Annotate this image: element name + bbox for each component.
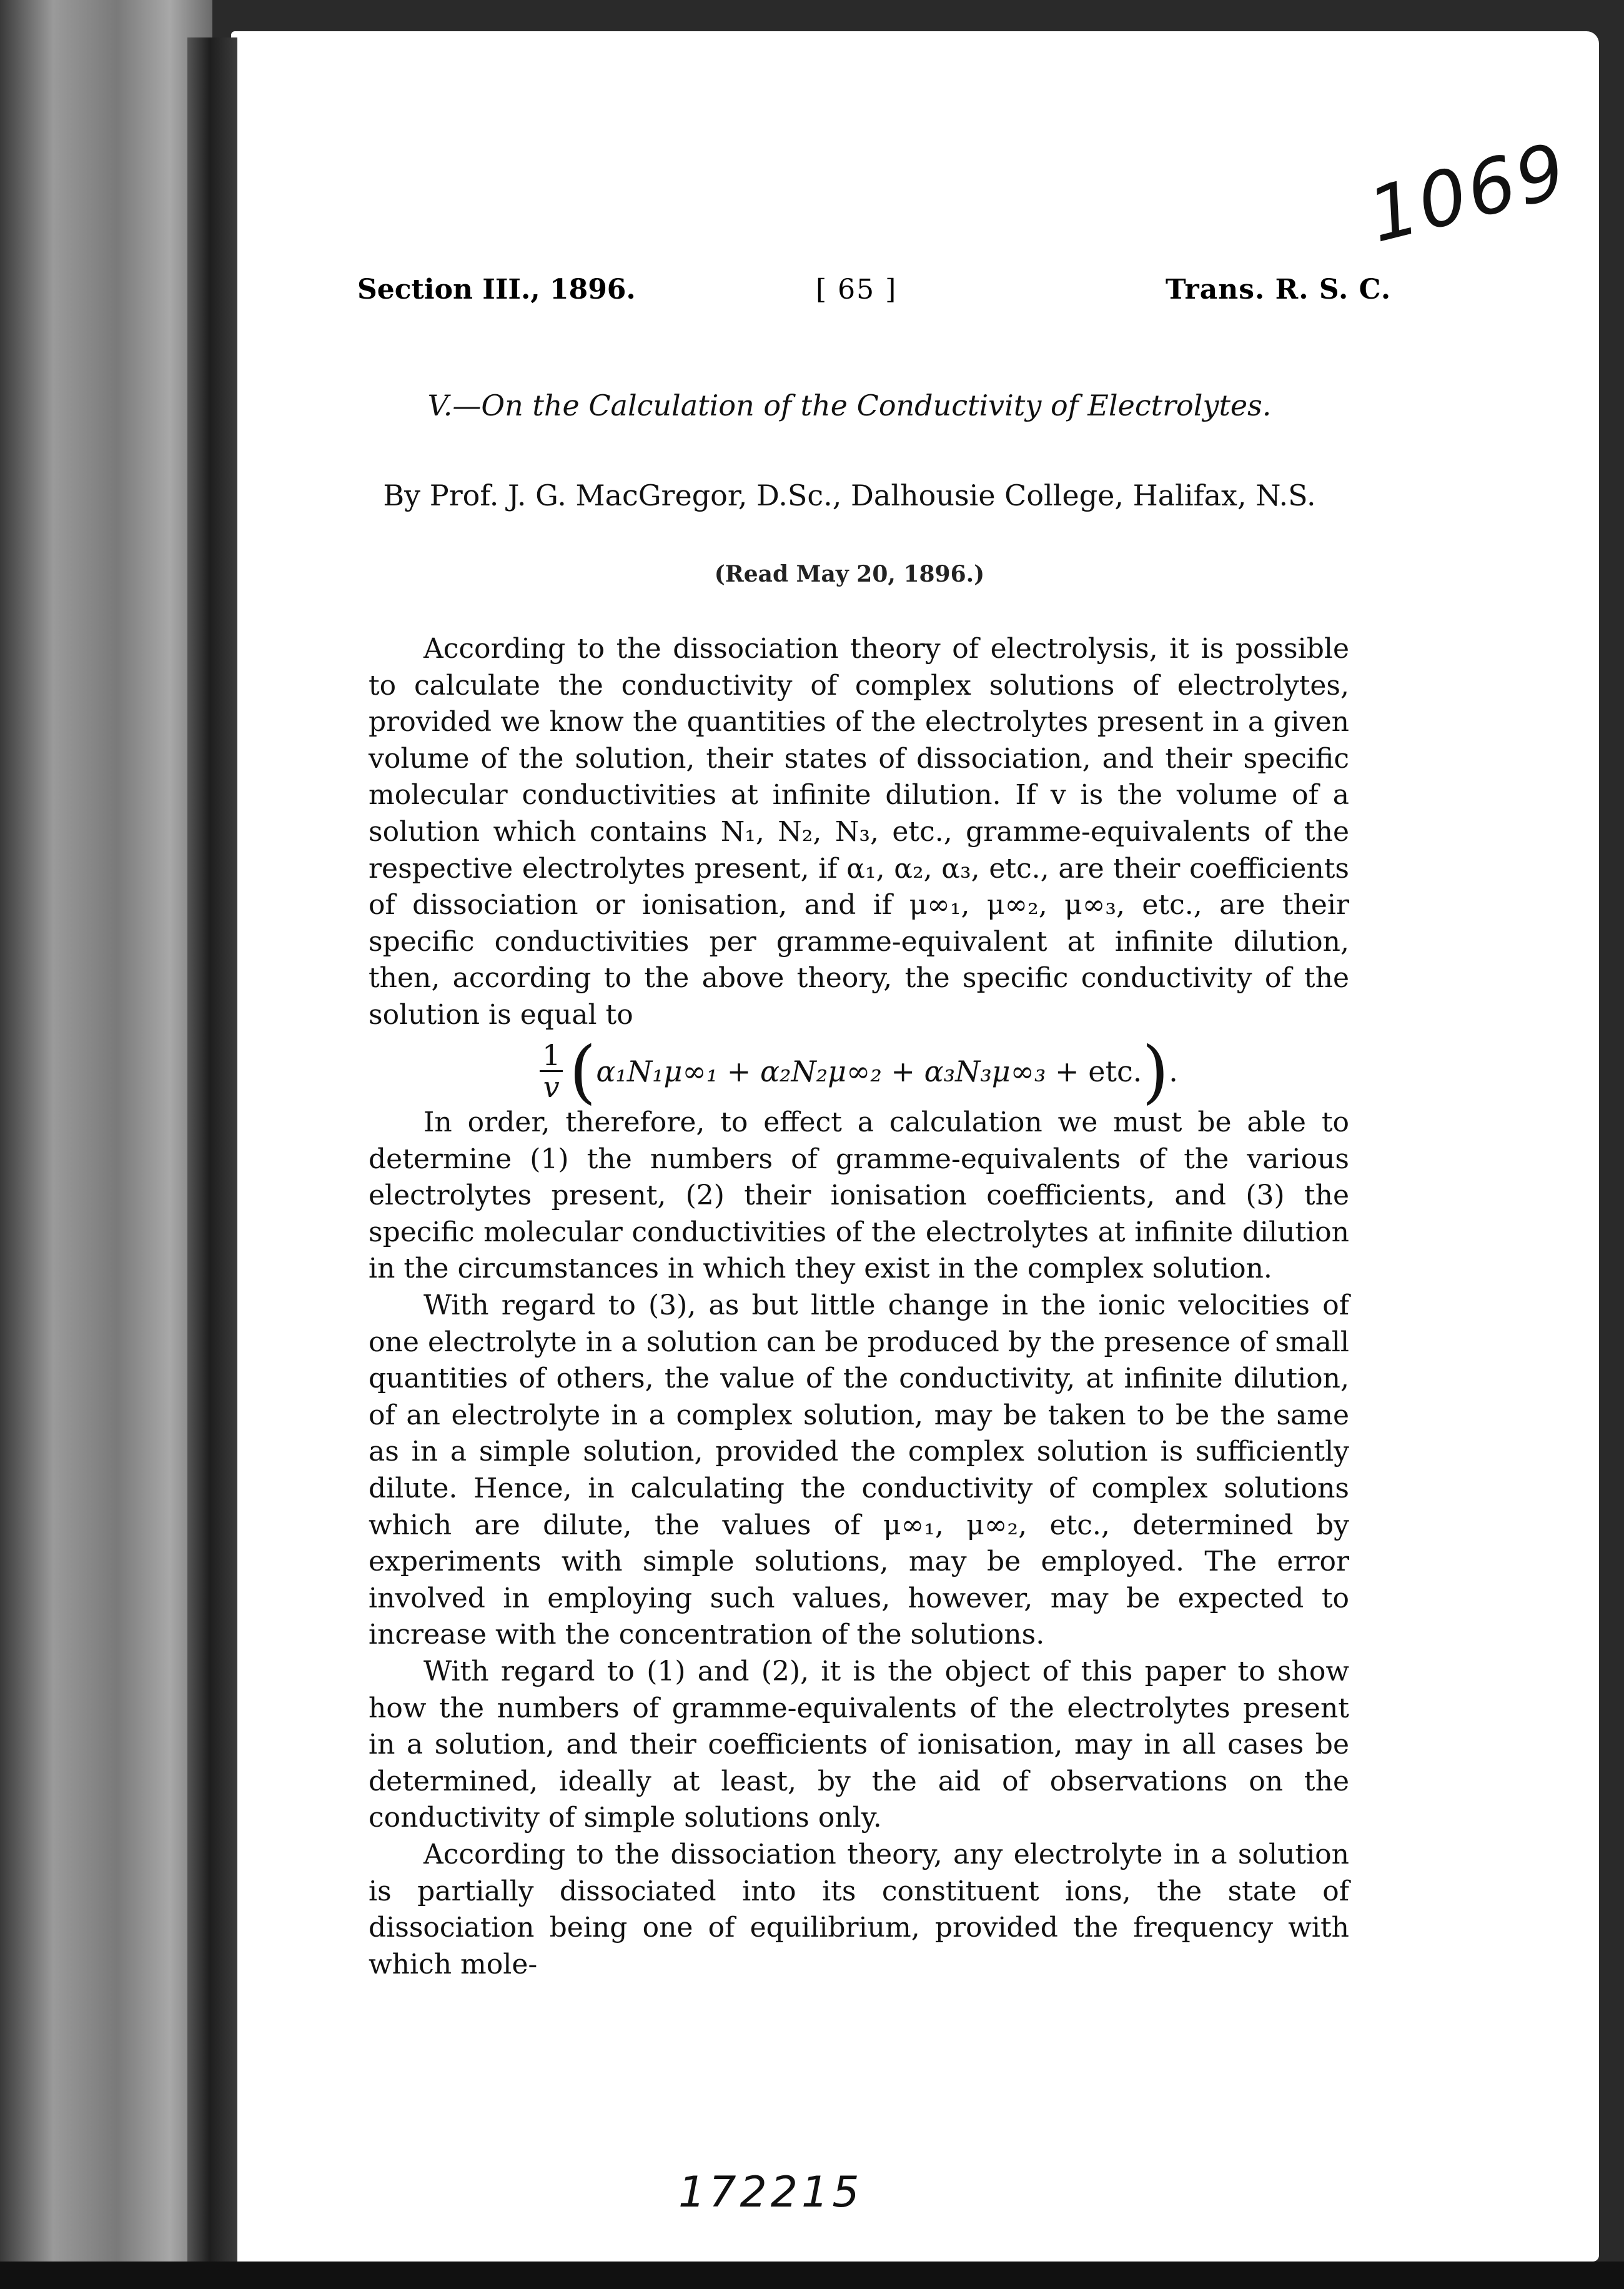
formula-etc: etc.	[1088, 1054, 1142, 1088]
paragraph-5: According to the dissociation theory, any electrolyte in a solution is partially dissociated into its constituent ions, the state of dissociation being one of equilibrium, provided the frequency with which mole-	[369, 1838, 1349, 1980]
conductivity-formula	[369, 1031, 1349, 1111]
read-date: (Read May 20, 1896.)	[714, 561, 985, 587]
paragraph-1: According to the dissociation theory of electrolysis, it is possible to calculate the conductivity of complex solutions of electrolytes, provided we know the quantities of the electrolytes present in a given volume of the solution, their states of dissociation, and their specific molecular conductivities at infinite dilution. If v is the volume of a solution which contains N₁, N₂, N₃, etc., gramme-equivalents of the respective electrolytes present, if α₁, α₂, α₃, etc., are their coefficients of dissociation or ionisation, and if μ∞₁, μ∞₂, μ∞₃, etc., are their specific conductivities per gramme-equivalent at infinite dilution, then, according to the above theory, the specific conductivity of the solution is equal to	[369, 633, 1349, 1031]
scan-left-margin	[0, 0, 212, 2289]
formula-denominator: v	[543, 1070, 560, 1105]
header-section: Section III., 1896.	[357, 274, 636, 305]
formula-close-paren: )	[1142, 1031, 1169, 1111]
formula-sum: α₁N₁μ∞₁ + α₂N₂μ∞₂ + α₃N₃μ∞₃ +	[596, 1054, 1089, 1088]
formula-fraction	[540, 1038, 563, 1105]
paragraph-4: With regard to (1) and (2), it is the object of this paper to show how the numbers of gramme-equivalents of the electrolytes present in a solution, and their coefficients of ionisation, may in all cases be determined, ideally at least, by the aid of observations on the conductivity of simple solutions only.	[369, 1655, 1349, 1834]
header-journal: Trans. R. S. C.	[1166, 274, 1392, 305]
formula-numerator: 1	[540, 1040, 563, 1072]
paragraph-2: In order, therefore, to effect a calculation we must be able to determine (1) the numbers of gramme-equivalents of the various electrolytes present, (2) their ionisation coefficients, and (3) the specific molecular conductivities of the electrolytes at infinite dilution in the circumstances in which they exist in the complex solution.	[369, 1106, 1349, 1285]
handwritten-note: 1069	[1360, 127, 1577, 260]
formula-open-paren: (	[569, 1031, 597, 1111]
scan-bottom-edge	[0, 2262, 1624, 2289]
catalog-number: 172215	[678, 2168, 863, 2217]
paragraph-3: With regard to (3), as but little change in the ionic velocities of one electrolyte in a solution can be produced by the presence of small quantities of others, the value of the conductivity, at infinite dilution, of an electrolyte in a complex solution, may be taken to be the same as in a simple solution, provided the complex solution is sufficiently dilute. Hence, in calculating the conductivity of complex solutions which are dilute, the values of μ∞₁, μ∞₂, etc., determined by experiments with simple solutions, may be employed. The error involved in employing such values, however, may be expected to increase with the concentration of the solutions.	[369, 1289, 1349, 1651]
paper-title: V.—On the Calculation of the Conductivity of Electrolytes.	[427, 389, 1272, 422]
header-page-number: [ 65 ]	[816, 274, 898, 305]
author-line: By Prof. J. G. MacGregor, D.Sc., Dalhousie College, Halifax, N.S.	[383, 479, 1316, 512]
body-text	[369, 631, 1349, 1983]
binding-shadow	[187, 37, 237, 2262]
formula-period: .	[1169, 1054, 1178, 1088]
